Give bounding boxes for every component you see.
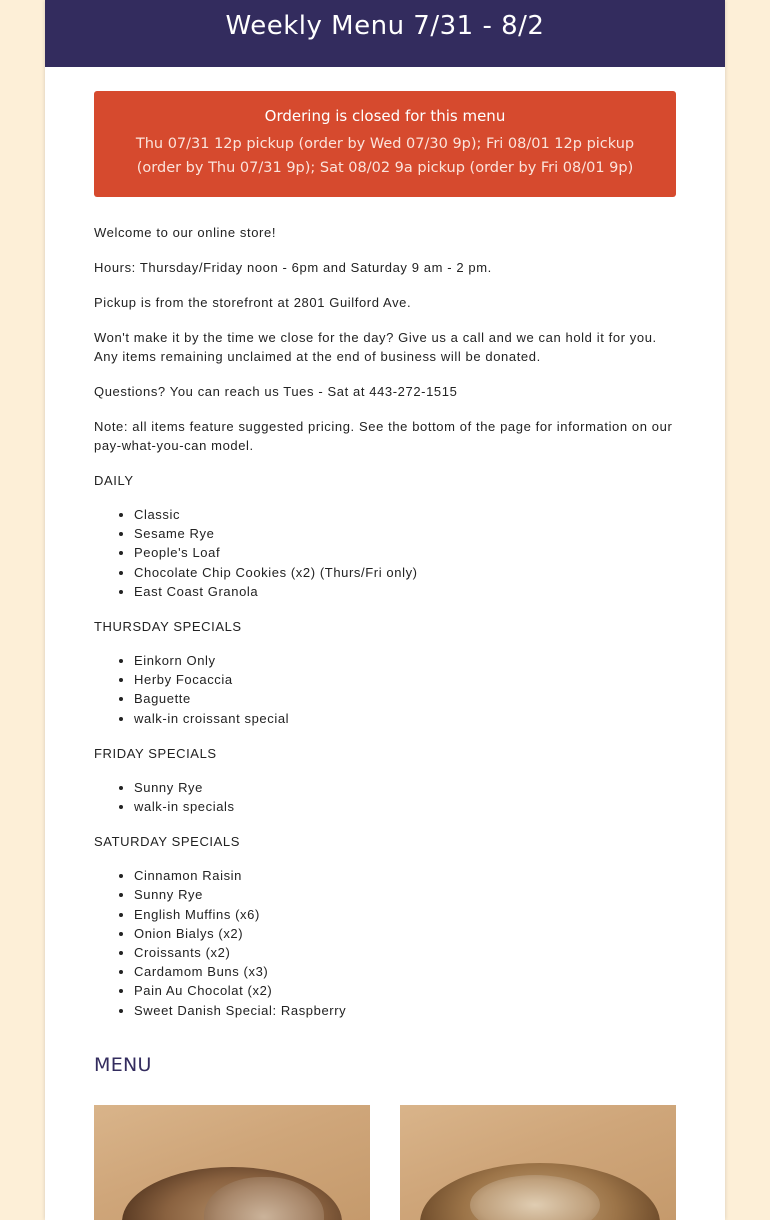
list-item: • Einkorn Only [134, 651, 676, 670]
pricing-note: Note: all items feature suggested pricing. See the bottom of the page for information on our pay-what-you-can model. [94, 419, 673, 453]
hold-text: Won't make it by the time we close for the day? Give us a call and we can hold it for you. Any items remaining unclaimed at the end of business will be donated. [94, 330, 657, 364]
store-description [94, 223, 676, 1076]
daily-list [134, 505, 676, 601]
section-title-daily: DAILY [94, 473, 134, 488]
menu-heading: MENU [94, 1053, 152, 1076]
list-item: • Chocolate Chip Cookies (x2) (Thurs/Fri only) [134, 563, 676, 582]
friday-list [134, 778, 676, 816]
list-item: • Sunny Rye [134, 778, 676, 797]
list-item: • Baguette [134, 689, 676, 708]
page-container [45, 0, 725, 1220]
thursday-list [134, 651, 676, 728]
ordering-closed-alert [94, 91, 676, 197]
page-title: Weekly Menu 7/31 - 8/2 [225, 11, 545, 41]
list-item: • People's Loaf [134, 543, 676, 562]
list-item: • Sweet Danish Special: Raspberry [134, 1001, 676, 1020]
section-title-saturday: SATURDAY SPECIALS [94, 834, 241, 850]
list-item: • East Coast Granola [134, 582, 676, 601]
list-item: • Herby Focaccia [134, 670, 676, 689]
page-header [45, 0, 725, 67]
list-item: • walk-in specials [134, 797, 676, 816]
section-title-thursday: THURSDAY SPECIALS [94, 619, 242, 635]
list-item: • English Muffins (x6) [134, 905, 676, 924]
list-item: • Classic [134, 505, 676, 524]
store-content [94, 91, 676, 1076]
hours-text: Hours: Thursday/Friday noon - 6pm and Saturday 9 am - 2 pm. [94, 260, 492, 275]
alert-pickup-schedule: Thu 07/31 12p pickup (order by Wed 07/30 9p); Fri 08/01 12p pickup (order by Thu 07/31 9p); Sat 08/02 9a pickup (order by Fri 08/01 9p) [135, 136, 635, 176]
list-item: • Croissants (x2) [134, 943, 676, 962]
list-item: • Cardamom Buns (x3) [134, 962, 676, 981]
list-item: • Sunny Rye [134, 885, 676, 904]
list-item: • Pain Au Chocolat (x2) [134, 981, 676, 1000]
questions-text: Questions? You can reach us Tues - Sat at 443-272-1515 [94, 384, 458, 399]
list-item: • Cinnamon Raisin [134, 866, 676, 885]
list-item: • Sesame Rye [134, 524, 676, 543]
menu-grid [94, 1105, 676, 1220]
list-item: • walk-in croissant special [134, 709, 676, 728]
saturday-list [134, 866, 676, 1020]
product-card-image[interactable] [94, 1105, 370, 1220]
product-card-image[interactable] [400, 1105, 676, 1220]
list-item: • Onion Bialys (x2) [134, 924, 676, 943]
welcome-text: Welcome to our online store! [94, 225, 277, 240]
alert-title: Ordering is closed for this menu [264, 107, 506, 125]
pickup-text: Pickup is from the storefront at 2801 Guilford Ave. [94, 295, 412, 310]
section-title-friday: FRIDAY SPECIALS [94, 745, 217, 761]
